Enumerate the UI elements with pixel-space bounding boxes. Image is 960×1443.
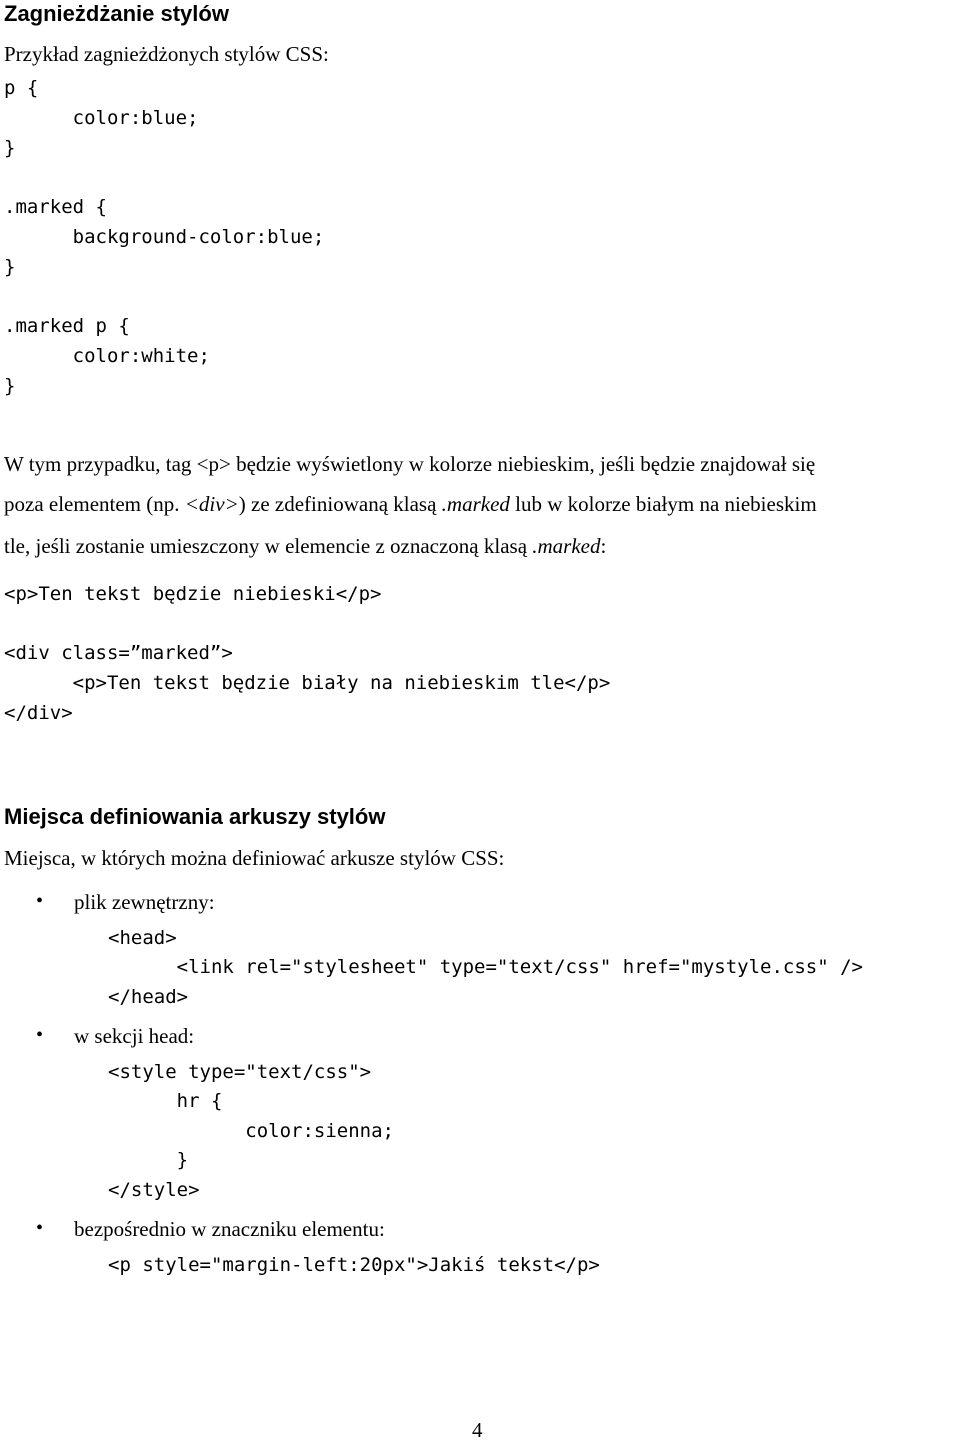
- code-line: <style type="text/css">: [108, 1061, 372, 1083]
- code-line: </div>: [4, 702, 73, 724]
- paragraph-line: poza elementem (np. <div>) ze zdefiniowaną klasą .marked lub w kolorze białym na niebieskim: [4, 492, 817, 516]
- page-number: 4: [472, 1418, 483, 1442]
- section-heading-locations: Miejsca definiowania arkuszy stylów: [4, 804, 386, 829]
- code-line: <div class=”marked”>: [4, 642, 233, 664]
- code-line: }: [4, 375, 16, 397]
- code-line: }: [108, 1149, 189, 1171]
- code-line: .marked {: [4, 196, 107, 218]
- code-line: background-color:blue;: [4, 226, 325, 248]
- bullet: •: [36, 1217, 44, 1239]
- code-line: <p>Ten tekst będzie niebieski</p>: [4, 583, 382, 605]
- code-line: <link rel="stylesheet" type="text/css" href="mystyle.css" />: [108, 956, 863, 978]
- list-item-label: bezpośrednio w znaczniku elementu:: [74, 1217, 385, 1241]
- code-line: color:white;: [4, 345, 210, 367]
- code-line: </head>: [108, 986, 189, 1008]
- intro-text: Miejsca, w których można definiować arkusze stylów CSS:: [4, 846, 505, 870]
- code-line: p {: [4, 77, 39, 99]
- paragraph-line: W tym przypadku, tag <p> będzie wyświetlony w kolorze niebieskim, jeśli będzie znajdował się: [4, 452, 816, 476]
- list-item-label: plik zewnętrzny:: [74, 890, 215, 914]
- paragraph-line: tle, jeśli zostanie umieszczony w elemencie z oznaczoną klasą .marked:: [4, 534, 607, 558]
- code-line: <head>: [108, 927, 177, 949]
- intro-text: Przykład zagnieżdżonych stylów CSS:: [4, 42, 329, 66]
- bullet: •: [36, 890, 44, 912]
- section-heading-nesting: Zagnieżdżanie stylów: [4, 1, 229, 26]
- bullet: •: [36, 1024, 44, 1046]
- code-line: <p style="margin-left:20px">Jakiś tekst</p>: [108, 1254, 600, 1276]
- code-line: color:blue;: [4, 107, 199, 129]
- code-line: </style>: [108, 1179, 200, 1201]
- code-line: }: [4, 137, 16, 159]
- code-line: }: [4, 256, 16, 278]
- code-line: .marked p {: [4, 315, 130, 337]
- list-item-label: w sekcji head:: [74, 1024, 195, 1048]
- code-line: <p>Ten tekst będzie biały na niebieskim tle</p>: [4, 672, 611, 694]
- code-line: color:sienna;: [108, 1120, 394, 1142]
- code-line: hr {: [108, 1090, 223, 1112]
